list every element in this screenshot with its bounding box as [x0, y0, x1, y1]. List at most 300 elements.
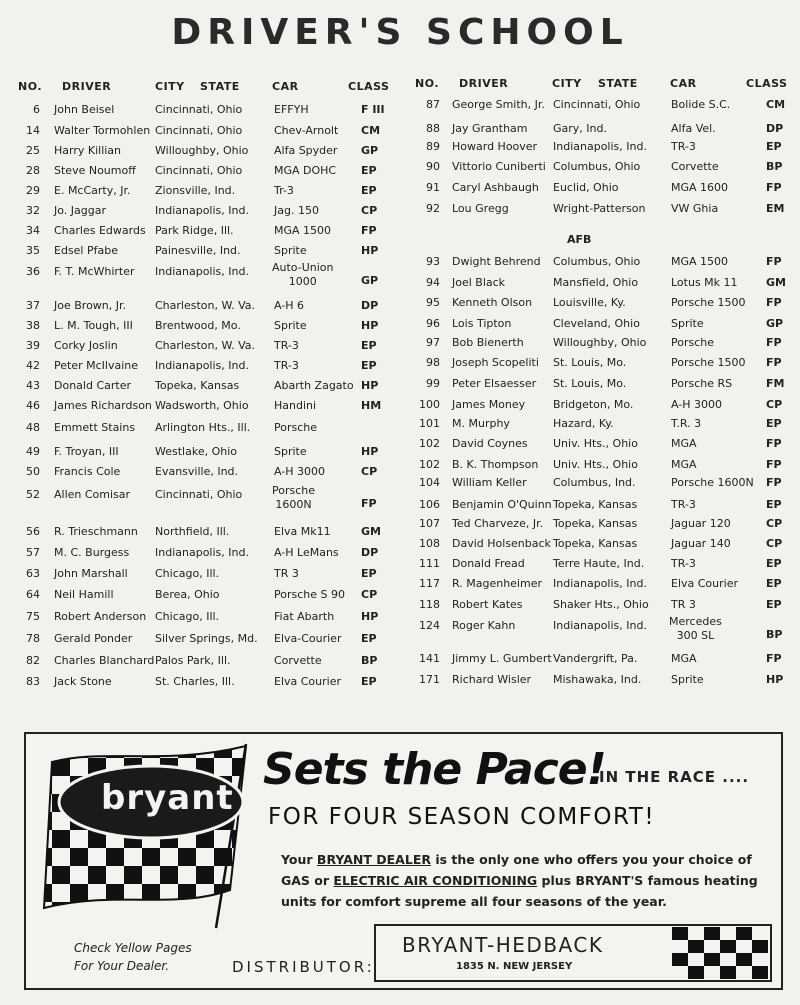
cell-driver: Ted Charveze, Jr.: [452, 517, 544, 530]
cell-car: Tr-3: [274, 184, 294, 197]
checkered-flag-logo: [34, 740, 269, 930]
cell-driver: John Beisel: [54, 103, 115, 116]
cell-class: EP: [766, 577, 782, 590]
cell-no: 29: [26, 184, 40, 197]
cell-no: 98: [426, 356, 440, 369]
ad-check-yellow-pages: [74, 939, 192, 975]
cell-city: Cincinnati, Ohio: [155, 488, 243, 501]
cell-driver: Vittorio Cuniberti: [452, 160, 546, 173]
column-header: CLASS: [348, 80, 390, 93]
cell-driver: Jay Grantham: [452, 122, 528, 135]
cell-driver: Corky Joslin: [54, 339, 118, 352]
cell-class: GP: [361, 274, 379, 287]
ad-check-line: For Your Dealer.: [74, 959, 170, 973]
cell-class: EP: [361, 567, 377, 580]
cell-car: Corvette: [274, 654, 322, 667]
cell-class: HM: [361, 399, 382, 412]
cell-no: 63: [26, 567, 40, 580]
cell-class: HP: [361, 319, 379, 332]
cell-no: 56: [26, 525, 40, 538]
cell-no: 35: [26, 244, 40, 257]
cell-driver: Benjamin O'Quinn: [452, 498, 552, 511]
cell-driver: Francis Cole: [54, 465, 121, 478]
cell-class: CM: [361, 124, 381, 137]
cell-city: Chicago, Ill.: [155, 610, 220, 623]
ad-body-part: plus BRYANT'S famous heating units for comfort supreme all four seasons of the year.: [281, 873, 758, 909]
cell-car: Handini: [274, 399, 317, 412]
column-header: CITY: [552, 77, 582, 90]
cell-class: EP: [361, 632, 377, 645]
cell-no: 48: [26, 421, 40, 434]
cell-city: Palos Park, Ill.: [155, 654, 231, 667]
cell-driver: L. M. Tough, III: [54, 319, 133, 332]
cell-car: Jaguar 140: [671, 537, 731, 550]
cell-driver: Peter McIlvaine: [54, 359, 138, 372]
cell-class: EP: [361, 339, 377, 352]
cell-class: CP: [766, 537, 783, 550]
cell-car: Chev-Arnolt: [274, 124, 339, 137]
cell-car: Porsche: [274, 421, 318, 434]
cell-driver: Neil Hamill: [54, 588, 114, 601]
cell-no: 34: [26, 224, 40, 237]
cell-class: CP: [361, 204, 378, 217]
cell-car: TR-3: [671, 557, 696, 570]
cell-no: 141: [419, 652, 440, 665]
cell-no: 39: [26, 339, 40, 352]
cell-city: Euclid, Ohio: [553, 181, 619, 194]
cell-class: DP: [766, 122, 784, 135]
dealer-name: BRYANT-HEDBACK: [402, 933, 604, 957]
cell-city: Mansfield, Ohio: [553, 276, 639, 289]
cell-class: BP: [766, 160, 783, 173]
cell-city: Cincinnati, Ohio: [155, 103, 243, 116]
roster-left-column: [0, 0, 400, 720]
cell-driver: Peter Elsaesser: [452, 377, 537, 390]
cell-no: 101: [419, 417, 440, 430]
cell-driver: F. Troyan, III: [54, 445, 119, 458]
cell-car: Alfa Spyder: [274, 144, 338, 157]
cell-class: EP: [361, 164, 377, 177]
cell-car: Elva Mk11: [274, 525, 331, 538]
cell-class: FP: [766, 181, 782, 194]
cell-no: 107: [419, 517, 440, 530]
cell-car: Alfa Vel.: [671, 122, 716, 135]
cell-class: FP: [361, 497, 377, 510]
cell-no: 37: [26, 299, 40, 312]
cell-city: Wright-Patterson: [553, 202, 646, 215]
cell-city: Cincinnati, Ohio: [155, 124, 243, 137]
cell-driver: Joseph Scopeliti: [452, 356, 539, 369]
ad-distributor-label: DISTRIBUTOR:: [232, 958, 375, 976]
cell-car: EFFYH: [274, 103, 309, 116]
cell-no: 52: [26, 488, 40, 501]
cell-city: Charleston, W. Va.: [155, 299, 255, 312]
cell-driver: David Holsenback: [452, 537, 551, 550]
cell-no: 57: [26, 546, 40, 559]
bryant-logo-text: bryant: [101, 778, 234, 818]
cell-no: 102: [419, 458, 440, 471]
cell-class: HP: [361, 445, 379, 458]
cell-city: Zionsville, Ind.: [155, 184, 236, 197]
cell-car: Porsche S 90: [274, 588, 345, 601]
cell-car: MGA: [671, 437, 697, 450]
cell-no: 171: [419, 673, 440, 686]
cell-city: Columbus, Ohio: [553, 255, 641, 268]
cell-city: St. Charles, Ill.: [155, 675, 235, 688]
cell-class: EP: [766, 598, 782, 611]
cell-car: Mercedes 300 SL: [669, 615, 722, 642]
cell-driver: George Smith, Jr.: [452, 98, 545, 111]
cell-class: EP: [766, 498, 782, 511]
cell-city: Bridgeton, Mo.: [553, 398, 634, 411]
cell-city: Terre Haute, Ind.: [553, 557, 645, 570]
cell-driver: Robert Kates: [452, 598, 523, 611]
cell-city: Vandergrift, Pa.: [553, 652, 638, 665]
cell-city: Indianapolis, Ind.: [155, 265, 249, 278]
cell-car: T.R. 3: [671, 417, 702, 430]
cell-car: MGA: [671, 458, 697, 471]
cell-car: Sprite: [274, 445, 307, 458]
cell-no: 78: [26, 632, 40, 645]
cell-car: Lotus Mk 11: [671, 276, 738, 289]
cell-driver: Lou Gregg: [452, 202, 509, 215]
column-header: CAR: [670, 77, 697, 90]
cell-driver: Joel Black: [452, 276, 506, 289]
cell-class: GM: [361, 525, 381, 538]
cell-driver: Donald Carter: [54, 379, 131, 392]
cell-car: Porsche 1500: [671, 296, 746, 309]
cell-city: Wadsworth, Ohio: [155, 399, 249, 412]
cell-car: Porsche: [671, 336, 715, 349]
cell-class: EP: [361, 184, 377, 197]
cell-driver: Richard Wisler: [452, 673, 532, 686]
cell-city: Cincinnati, Ohio: [155, 164, 243, 177]
cell-city: Univ. Hts., Ohio: [553, 458, 638, 471]
cell-car: Elva-Courier: [274, 632, 342, 645]
cell-city: Indianapolis, Ind.: [553, 577, 647, 590]
cell-no: 106: [419, 498, 440, 511]
cell-city: Chicago, Ill.: [155, 567, 220, 580]
cell-city: Evansville, Ind.: [155, 465, 239, 478]
cell-class: EP: [361, 359, 377, 372]
cell-class: CP: [361, 465, 378, 478]
column-header: NO.: [415, 77, 439, 90]
cell-car: Porsche RS: [671, 377, 733, 390]
cell-class: BP: [766, 628, 783, 641]
cell-driver: Jack Stone: [54, 675, 112, 688]
cell-class: FM: [766, 377, 785, 390]
cell-car: Corvette: [671, 160, 719, 173]
cell-class: FP: [766, 652, 782, 665]
cell-no: 90: [426, 160, 440, 173]
cell-no: 64: [26, 588, 40, 601]
cell-city: Gary, Ind.: [553, 122, 607, 135]
cell-no: 118: [419, 598, 440, 611]
cell-driver: M. C. Burgess: [54, 546, 130, 559]
cell-class: GP: [361, 144, 379, 157]
ad-check-line: Check Yellow Pages: [74, 941, 192, 955]
cell-car: Porsche 1600N: [671, 476, 754, 489]
cell-driver: R. Magenheimer: [452, 577, 542, 590]
cell-car: A-H 3000: [274, 465, 326, 478]
cell-driver: M. Murphy: [452, 417, 510, 430]
cell-no: 100: [419, 398, 440, 411]
cell-car: Elva Courier: [671, 577, 739, 590]
column-header: DRIVER: [62, 80, 112, 93]
cell-car: Porsche 1600N: [272, 484, 316, 511]
cell-class: BP: [361, 654, 378, 667]
cell-car: VW Ghia: [671, 202, 719, 215]
cell-city: St. Louis, Mo.: [553, 356, 627, 369]
cell-driver: Gerald Ponder: [54, 632, 133, 645]
cell-driver: F. T. McWhirter: [54, 265, 135, 278]
cell-no: 94: [426, 276, 440, 289]
cell-driver: Emmett Stains: [54, 421, 136, 434]
cell-city: Park Ridge, Ill.: [155, 224, 234, 237]
cell-city: Willoughby, Ohio: [155, 144, 249, 157]
cell-car: TR 3: [671, 598, 696, 611]
cell-driver: Charles Blanchard: [54, 654, 155, 667]
cell-class: DP: [361, 299, 379, 312]
cell-no: 25: [26, 144, 40, 157]
cell-driver: R. Trieschmann: [54, 525, 138, 538]
cell-city: Westlake, Ohio: [155, 445, 237, 458]
cell-city: Topeka, Kansas: [553, 537, 638, 550]
cell-driver: Allen Comisar: [54, 488, 131, 501]
roster-right-column: [400, 0, 800, 720]
cell-class: DP: [361, 546, 379, 559]
cell-city: Univ. Hts., Ohio: [553, 437, 638, 450]
cell-no: 117: [419, 577, 440, 590]
cell-class: CP: [361, 588, 378, 601]
cell-city: Berea, Ohio: [155, 588, 220, 601]
cell-no: 95: [426, 296, 440, 309]
cell-driver: Jimmy L. Gumbert: [452, 652, 552, 665]
cell-city: Topeka, Kansas: [553, 517, 638, 530]
cell-city: Northfield, Ill.: [155, 525, 230, 538]
cell-no: 88: [426, 122, 440, 135]
cell-car: MGA DOHC: [274, 164, 337, 177]
cell-car: Jaguar 120: [671, 517, 731, 530]
cell-driver: Howard Hoover: [452, 140, 538, 153]
column-header: STATE: [200, 80, 240, 93]
cell-class: CP: [766, 517, 783, 530]
cell-city: Mishawaka, Ind.: [553, 673, 642, 686]
cell-driver: David Coynes: [452, 437, 528, 450]
cell-no: 49: [26, 445, 40, 458]
cell-city: St. Louis, Mo.: [553, 377, 627, 390]
ad-body-text: [281, 849, 771, 912]
cell-car: Bolide S.C.: [671, 98, 731, 111]
cell-car: Abarth Zagato: [274, 379, 354, 392]
cell-car: MGA 1500: [671, 255, 729, 268]
cell-car: MGA 1500: [274, 224, 332, 237]
cell-driver: Edsel Pfabe: [54, 244, 118, 257]
cell-car: TR-3: [671, 140, 696, 153]
cell-car: TR-3: [274, 339, 299, 352]
cell-class: GP: [766, 317, 784, 330]
cell-city: Cleveland, Ohio: [553, 317, 640, 330]
cell-driver: Steve Noumoff: [54, 164, 136, 177]
cell-no: 91: [426, 181, 440, 194]
cell-city: Columbus, Ohio: [553, 160, 641, 173]
checkered-corner-icon: [672, 927, 768, 979]
cell-car: TR 3: [274, 567, 299, 580]
cell-no: 75: [26, 610, 40, 623]
cell-car: Porsche 1500: [671, 356, 746, 369]
cell-no: 83: [26, 675, 40, 688]
cell-city: Indianapolis, Ind.: [553, 140, 647, 153]
cell-city: Willoughby, Ohio: [553, 336, 647, 349]
cell-no: 38: [26, 319, 40, 332]
cell-car: MGA 1600: [671, 181, 729, 194]
cell-class: FP: [361, 224, 377, 237]
cell-class: CP: [766, 398, 783, 411]
ad-four-season-comfort: FOR FOUR SEASON COMFORT!: [268, 804, 656, 830]
cell-driver: Kenneth Olson: [452, 296, 533, 309]
dealer-box: [374, 924, 772, 982]
cell-class: CM: [766, 98, 786, 111]
cell-no: 43: [26, 379, 40, 392]
cell-driver: James Richardson: [54, 399, 152, 412]
column-header: CAR: [272, 80, 299, 93]
cell-no: 36: [26, 265, 40, 278]
cell-class: EM: [766, 202, 785, 215]
column-header: NO.: [18, 80, 42, 93]
cell-class: FP: [766, 255, 782, 268]
cell-city: Louisville, Ky.: [553, 296, 626, 309]
cell-car: Sprite: [274, 244, 307, 257]
cell-city: Topeka, Kansas: [553, 498, 638, 511]
cell-city: Indianapolis, Ind.: [553, 619, 647, 632]
cell-class: HP: [361, 610, 379, 623]
cell-driver: James Money: [452, 398, 526, 411]
cell-city: Charleston, W. Va.: [155, 339, 255, 352]
cell-no: 99: [426, 377, 440, 390]
cell-driver: Dwight Behrend: [452, 255, 541, 268]
cell-driver: John Marshall: [54, 567, 128, 580]
cell-city: Silver Springs, Md.: [155, 632, 258, 645]
cell-class: FP: [766, 458, 782, 471]
cell-driver: B. K. Thompson: [452, 458, 539, 471]
cell-car: MGA: [671, 652, 697, 665]
column-header: STATE: [598, 77, 638, 90]
cell-car: A-H LeMans: [274, 546, 339, 559]
cell-driver: Robert Anderson: [54, 610, 147, 623]
cell-driver: Bob Bienerth: [452, 336, 524, 349]
cell-car: Elva Courier: [274, 675, 342, 688]
cell-driver: Harry Killian: [54, 144, 122, 157]
bryant-advertisement: [24, 732, 783, 990]
cell-class: F III: [361, 103, 385, 116]
cell-no: 124: [419, 619, 440, 632]
cell-no: 97: [426, 336, 440, 349]
cell-no: 102: [419, 437, 440, 450]
ad-body-electric: ELECTRIC AIR CONDITIONING: [333, 873, 538, 888]
cell-car: Auto-Union 1000: [272, 261, 334, 288]
afb-label: AFB: [567, 233, 592, 246]
cell-class: EP: [766, 140, 782, 153]
cell-class: FP: [766, 356, 782, 369]
cell-no: 104: [419, 476, 440, 489]
column-header: DRIVER: [459, 77, 509, 90]
cell-class: HP: [766, 673, 784, 686]
cell-car: Jag. 150: [274, 204, 319, 217]
cell-class: FP: [766, 437, 782, 450]
cell-no: 87: [426, 98, 440, 111]
cell-class: EP: [361, 675, 377, 688]
cell-city: Indianapolis, Ind.: [155, 204, 249, 217]
cell-driver: Roger Kahn: [452, 619, 516, 632]
cell-class: EP: [766, 417, 782, 430]
cell-no: 82: [26, 654, 40, 667]
ad-headline: Sets the Pace!: [263, 744, 606, 795]
cell-city: Shaker Hts., Ohio: [553, 598, 649, 611]
cell-driver: Jo. Jaggar: [54, 204, 106, 217]
cell-class: GM: [766, 276, 786, 289]
cell-driver: Walter Tormohlen: [54, 124, 151, 137]
cell-no: 14: [26, 124, 40, 137]
cell-no: 28: [26, 164, 40, 177]
ad-body-part: Your: [281, 852, 313, 867]
cell-no: 92: [426, 202, 440, 215]
cell-driver: Donald Fread: [452, 557, 525, 570]
cell-no: 42: [26, 359, 40, 372]
cell-city: Painesville, Ind.: [155, 244, 241, 257]
cell-car: Fiat Abarth: [274, 610, 335, 623]
cell-city: Brentwood, Mo.: [155, 319, 241, 332]
cell-driver: William Keller: [452, 476, 527, 489]
cell-car: TR-3: [274, 359, 299, 372]
ad-in-the-race: IN THE RACE ....: [599, 768, 750, 786]
cell-driver: Caryl Ashbaugh: [452, 181, 539, 194]
cell-car: Sprite: [671, 317, 704, 330]
page-title: DRIVER'S SCHOOL: [171, 12, 629, 53]
cell-no: 50: [26, 465, 40, 478]
cell-class: FP: [766, 476, 782, 489]
cell-car: Sprite: [671, 673, 704, 686]
cell-car: A-H 6: [274, 299, 305, 312]
cell-no: 89: [426, 140, 440, 153]
cell-car: Sprite: [274, 319, 307, 332]
cell-driver: E. McCarty, Jr.: [54, 184, 131, 197]
cell-no: 6: [33, 103, 40, 116]
cell-city: Topeka, Kansas: [155, 379, 240, 392]
cell-class: HP: [361, 379, 379, 392]
dealer-address: 1835 N. NEW JERSEY: [456, 961, 573, 972]
cell-class: EP: [766, 557, 782, 570]
ad-body-part: is the only one who offers you your choice of GAS or: [281, 852, 752, 888]
cell-driver: Charles Edwards: [54, 224, 146, 237]
cell-no: 108: [419, 537, 440, 550]
cell-city: Indianapolis, Ind.: [155, 359, 249, 372]
cell-no: 96: [426, 317, 440, 330]
ad-body-dealer: BRYANT DEALER: [316, 852, 431, 867]
column-header: CITY: [155, 80, 185, 93]
cell-class: FP: [766, 336, 782, 349]
cell-car: A-H 3000: [671, 398, 723, 411]
cell-class: HP: [361, 244, 379, 257]
cell-no: 93: [426, 255, 440, 268]
cell-no: 111: [419, 557, 440, 570]
cell-car: TR-3: [671, 498, 696, 511]
cell-city: Columbus, Ind.: [553, 476, 636, 489]
cell-driver: Joe Brown, Jr.: [54, 299, 127, 312]
cell-city: Hazard, Ky.: [553, 417, 614, 430]
cell-city: Cincinnati, Ohio: [553, 98, 641, 111]
cell-class: FP: [766, 296, 782, 309]
cell-city: Arlington Hts., Ill.: [155, 421, 251, 434]
